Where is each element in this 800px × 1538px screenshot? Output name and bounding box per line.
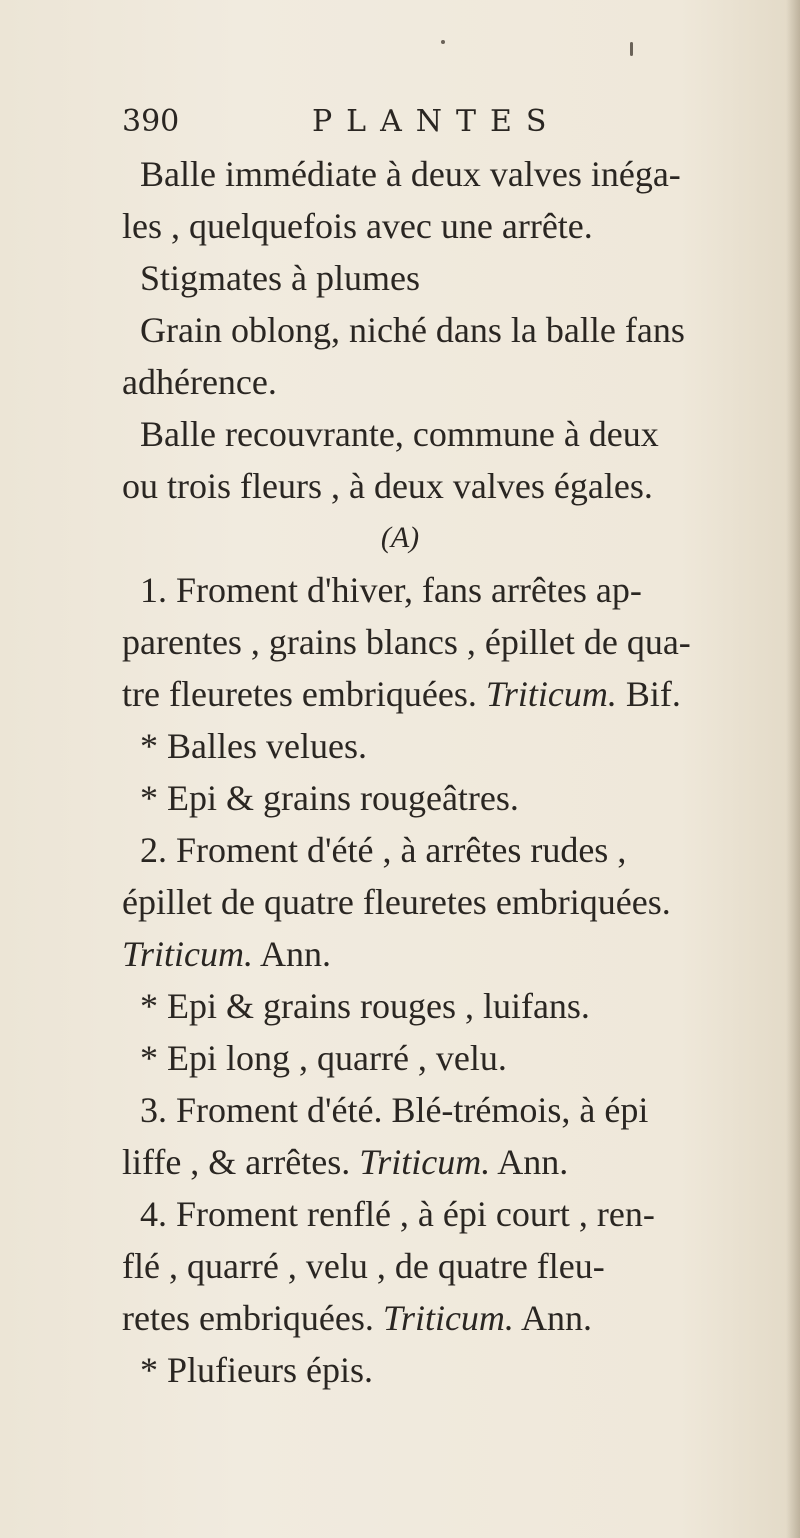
text-line: Grain oblong, niché dans la balle fans <box>140 310 685 350</box>
text-line <box>122 668 681 720</box>
text-line <box>122 928 331 980</box>
subvariety-line: * Epi & grains rougeâtres. <box>140 778 519 818</box>
text-line: les , quelquefois avec une arrête. <box>122 206 593 246</box>
subvariety-line: * Epi & grains rouges , luifans. <box>140 986 590 1026</box>
genus-name: Triticum. <box>382 1298 514 1338</box>
genus-name: Triticum. <box>485 674 617 714</box>
text-line: adhérence. <box>122 362 277 402</box>
text-segment: retes embriquées. <box>122 1298 374 1338</box>
text-line: ou trois fleurs , à deux valves égales. <box>122 466 653 506</box>
duration-abbrev: Bif. <box>625 674 681 714</box>
section-marker <box>0 512 800 564</box>
running-title: PLANTES <box>312 104 561 139</box>
text-line: Balle immédiate à deux valves inéga- <box>140 154 681 194</box>
entry-line: 4. Froment renflé , à épi court , ren- <box>140 1194 655 1234</box>
subvariety-line: * Balles velues. <box>140 726 367 766</box>
ink-speck <box>441 40 445 44</box>
page-number: 390 <box>122 104 180 139</box>
page-edge-shadow <box>786 0 800 1538</box>
text-line: parentes , grains blancs , épillet de qua- <box>122 622 691 662</box>
entry-line: 1. Froment d'hiver, fans arrêtes ap- <box>140 570 642 610</box>
text-line: flé , quarré , velu , de quatre fleu- <box>122 1246 605 1286</box>
ink-speck <box>630 42 633 56</box>
text-segment: liffe , & arrêtes. <box>122 1142 351 1182</box>
text-line: Balle recouvrante, commune à deux <box>140 414 659 454</box>
page-header <box>0 104 800 144</box>
text-line <box>122 1292 592 1344</box>
section-marker-text: (A) <box>380 521 420 554</box>
duration-abbrev: Ann. <box>260 934 332 974</box>
subvariety-line: * Epi long , quarré , velu. <box>140 1038 507 1078</box>
entry-line: 2. Froment d'été , à arrêtes rudes , <box>140 830 627 870</box>
text-line <box>122 1136 568 1188</box>
duration-abbrev: Ann. <box>520 1298 592 1338</box>
text-line: épillet de quatre fleuretes embriquées. <box>122 882 671 922</box>
entry-line: 3. Froment d'été. Blé-trémois, à épi <box>140 1090 649 1130</box>
duration-abbrev: Ann. <box>497 1142 569 1182</box>
text-segment: tre fleuretes embriquées. <box>122 674 477 714</box>
text-line: Stigmates à plumes <box>140 258 420 298</box>
genus-name: Triticum. <box>359 1142 491 1182</box>
genus-name: Triticum. <box>122 934 254 974</box>
subvariety-line: * Plufieurs épis. <box>140 1350 373 1390</box>
